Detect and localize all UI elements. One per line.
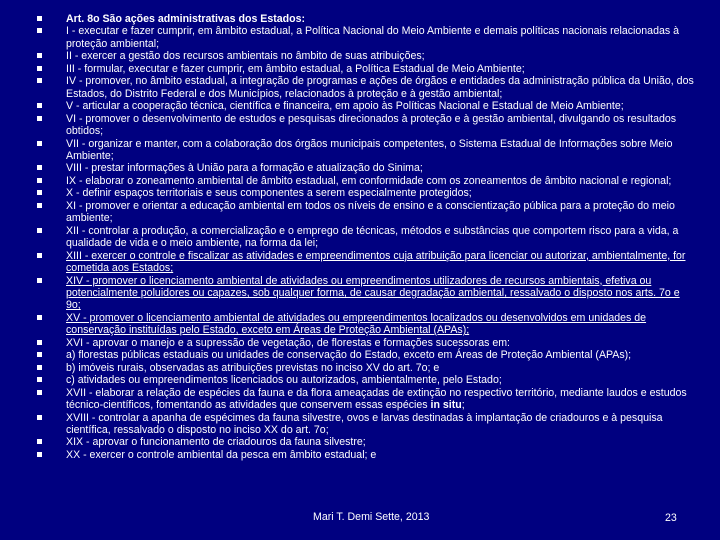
list-item — [36, 113, 696, 138]
list-item-text: IV - promover, no âmbito estadual, a integração de programas e ações de órgãos e entidades da administração pública da União, dos Estados, do Distrito Federal e dos Municípios, relacionados à proteção e à gestão ambiental; — [66, 75, 694, 100]
list-item — [36, 175, 696, 187]
bullet-icon — [37, 315, 42, 320]
bullet-icon — [37, 228, 42, 233]
bullet-icon — [37, 141, 42, 146]
list-item — [36, 312, 696, 337]
list-item-text: IX - elaborar o zoneamento ambiental de âmbito estadual, em conformidade com os zoneamentos de âmbito nacional e regional; — [66, 174, 672, 187]
article-title-text: Art. 8o São ações administrativas dos Estados: — [66, 13, 306, 25]
bullet-icon — [37, 28, 42, 33]
bullet-icon — [37, 190, 42, 195]
bullet-icon — [37, 390, 42, 395]
article-title — [36, 13, 696, 25]
list-item-text: XI - promover e orientar a educação ambiental em todos os níveis de ensino e a conscientização pública para a proteção do meio ambiente; — [66, 199, 675, 225]
list-item-text: b) imóveis rurais, observadas as atribuições previstas no inciso XV do art. 7o; e — [66, 361, 440, 374]
list-item — [36, 387, 696, 412]
list-item-text: VII - organizar e manter, com a colaboração dos órgãos municipais competentes, o Sistema Estadual de Informações sobre Meio Ambiente; — [66, 137, 673, 162]
bullet-icon — [37, 78, 42, 83]
bullet-icon — [37, 253, 42, 258]
list-item — [36, 225, 696, 250]
bullet-icon — [37, 452, 42, 457]
bullet-icon — [37, 178, 42, 183]
bullet-icon — [37, 116, 42, 121]
list-item — [36, 187, 696, 199]
item-list — [36, 25, 696, 461]
list-item — [36, 250, 696, 275]
list-item-text: XV - promover o licenciamento ambiental de atividades ou empreendimentos localizados ou desenvolvidos em unidades de conservação instituídas pelo Estado, exceto em Áreas de Proteção Ambiental (APAs); — [66, 311, 647, 337]
list-item — [36, 138, 696, 163]
bullet-icon — [37, 415, 42, 420]
list-item — [36, 436, 696, 448]
bullet-icon — [37, 365, 42, 370]
bullet-icon — [37, 103, 42, 108]
list-item-text: X - definir espaços territoriais e seus componentes a serem especialmente protegidos; — [66, 187, 472, 200]
bullet-icon — [37, 16, 42, 21]
list-item-text: XII - controlar a produção, a comercialização e o emprego de técnicas, métodos e substâncias que comportem risco para a vida, a qualidade de vida e o meio ambiente, na forma da lei; — [66, 224, 679, 250]
list-item-tail: ; — [461, 399, 465, 412]
bullet-icon — [37, 340, 42, 345]
list-item — [36, 50, 696, 62]
bullet-icon — [37, 278, 42, 283]
list-item-text: XIV - promover o licenciamento ambiental de atividades ou empreendimentos utilizadores de recursos ambientais, efetiva ou potencialmente poluidores ou capazes, sob qualquer forma, de causar degradação ambiental, ressalvado o disposto nos arts. 7o e 9o; — [66, 274, 680, 312]
emphasis-text: in situ — [430, 399, 462, 412]
list-item — [36, 362, 696, 374]
list-item-text: III - formular, executar e fazer cumprir, em âmbito estadual, a Política Estadual de Meio Ambiente; — [66, 62, 525, 75]
list-item — [36, 349, 696, 361]
list-item — [36, 275, 696, 312]
list-item — [36, 63, 696, 75]
bullet-icon — [37, 439, 42, 444]
list-item — [36, 162, 696, 174]
slide-content — [36, 13, 696, 461]
page-number: 23 — [665, 512, 677, 524]
list-item — [36, 337, 696, 349]
list-item — [36, 25, 696, 50]
list-item-text: a) florestas públicas estaduais ou unidades de conservação do Estado, exceto em Áreas de Proteção Ambiental (APAs); — [66, 349, 632, 362]
list-item — [36, 75, 696, 100]
list-item-text: V - articular a cooperação técnica, científica e financeira, em apoio às Políticas Nacional e Estadual de Meio Ambiente; — [66, 100, 624, 113]
bullet-icon — [37, 377, 42, 382]
footer-author: Mari T. Demi Sette, 2013 — [313, 511, 430, 523]
list-item-text: II - exercer a gestão dos recursos ambientais no âmbito de suas atribuições; — [66, 50, 425, 63]
list-item-text: VI - promover o desenvolvimento de estudos e pesquisas direcionados à proteção e à gestão ambiental, divulgando os resultados obtidos; — [66, 112, 677, 138]
list-item-text: XIX - aprovar o funcionamento de criadouros da fauna silvestre; — [66, 436, 366, 449]
bullet-icon — [37, 352, 42, 357]
bullet-icon — [37, 53, 42, 58]
list-item-text: XVII - elaborar a relação de espécies da fauna e da flora ameaçadas de extinção no respectivo território, mediante laudos e estudos técnico-científicos, fomentando as atividades que conservem essas espécies — [66, 386, 687, 412]
bullet-icon — [37, 66, 42, 71]
list-item — [36, 200, 696, 225]
list-item-text: VIII - prestar informações à União para a formação e atualização do Sinima; — [66, 162, 423, 175]
list-item-text: c) atividades ou empreendimentos licenciados ou autorizados, ambientalmente, pelo Estado; — [66, 374, 502, 387]
list-item — [36, 100, 696, 112]
bullet-icon — [37, 203, 42, 208]
list-item — [36, 412, 696, 437]
list-item-text: I - executar e fazer cumprir, em âmbito estadual, a Política Nacional do Meio Ambiente e demais políticas nacionais relacionadas à proteção ambiental; — [66, 25, 679, 50]
list-item — [36, 449, 696, 461]
list-item — [36, 374, 696, 386]
list-item-text: XVIII - controlar a apanha de espécimes da fauna silvestre, ovos e larvas destinadas à implantação de criadouros e à pesquisa científica, ressalvado o disposto no inciso XX do art. 7o; — [66, 411, 663, 436]
list-item-text: XVI - aprovar o manejo e a supressão de vegetação, de florestas e formações sucessoras em: — [66, 336, 510, 349]
bullet-icon — [37, 165, 42, 170]
list-item-text: XIII - exercer o controle e fiscalizar as atividades e empreendimentos cuja atribuição para licenciar ou autorizar, ambientalmente, for cometida aos Estados; — [66, 249, 686, 275]
list-item-text: XX - exercer o controle ambiental da pesca em âmbito estadual; e — [66, 448, 377, 461]
